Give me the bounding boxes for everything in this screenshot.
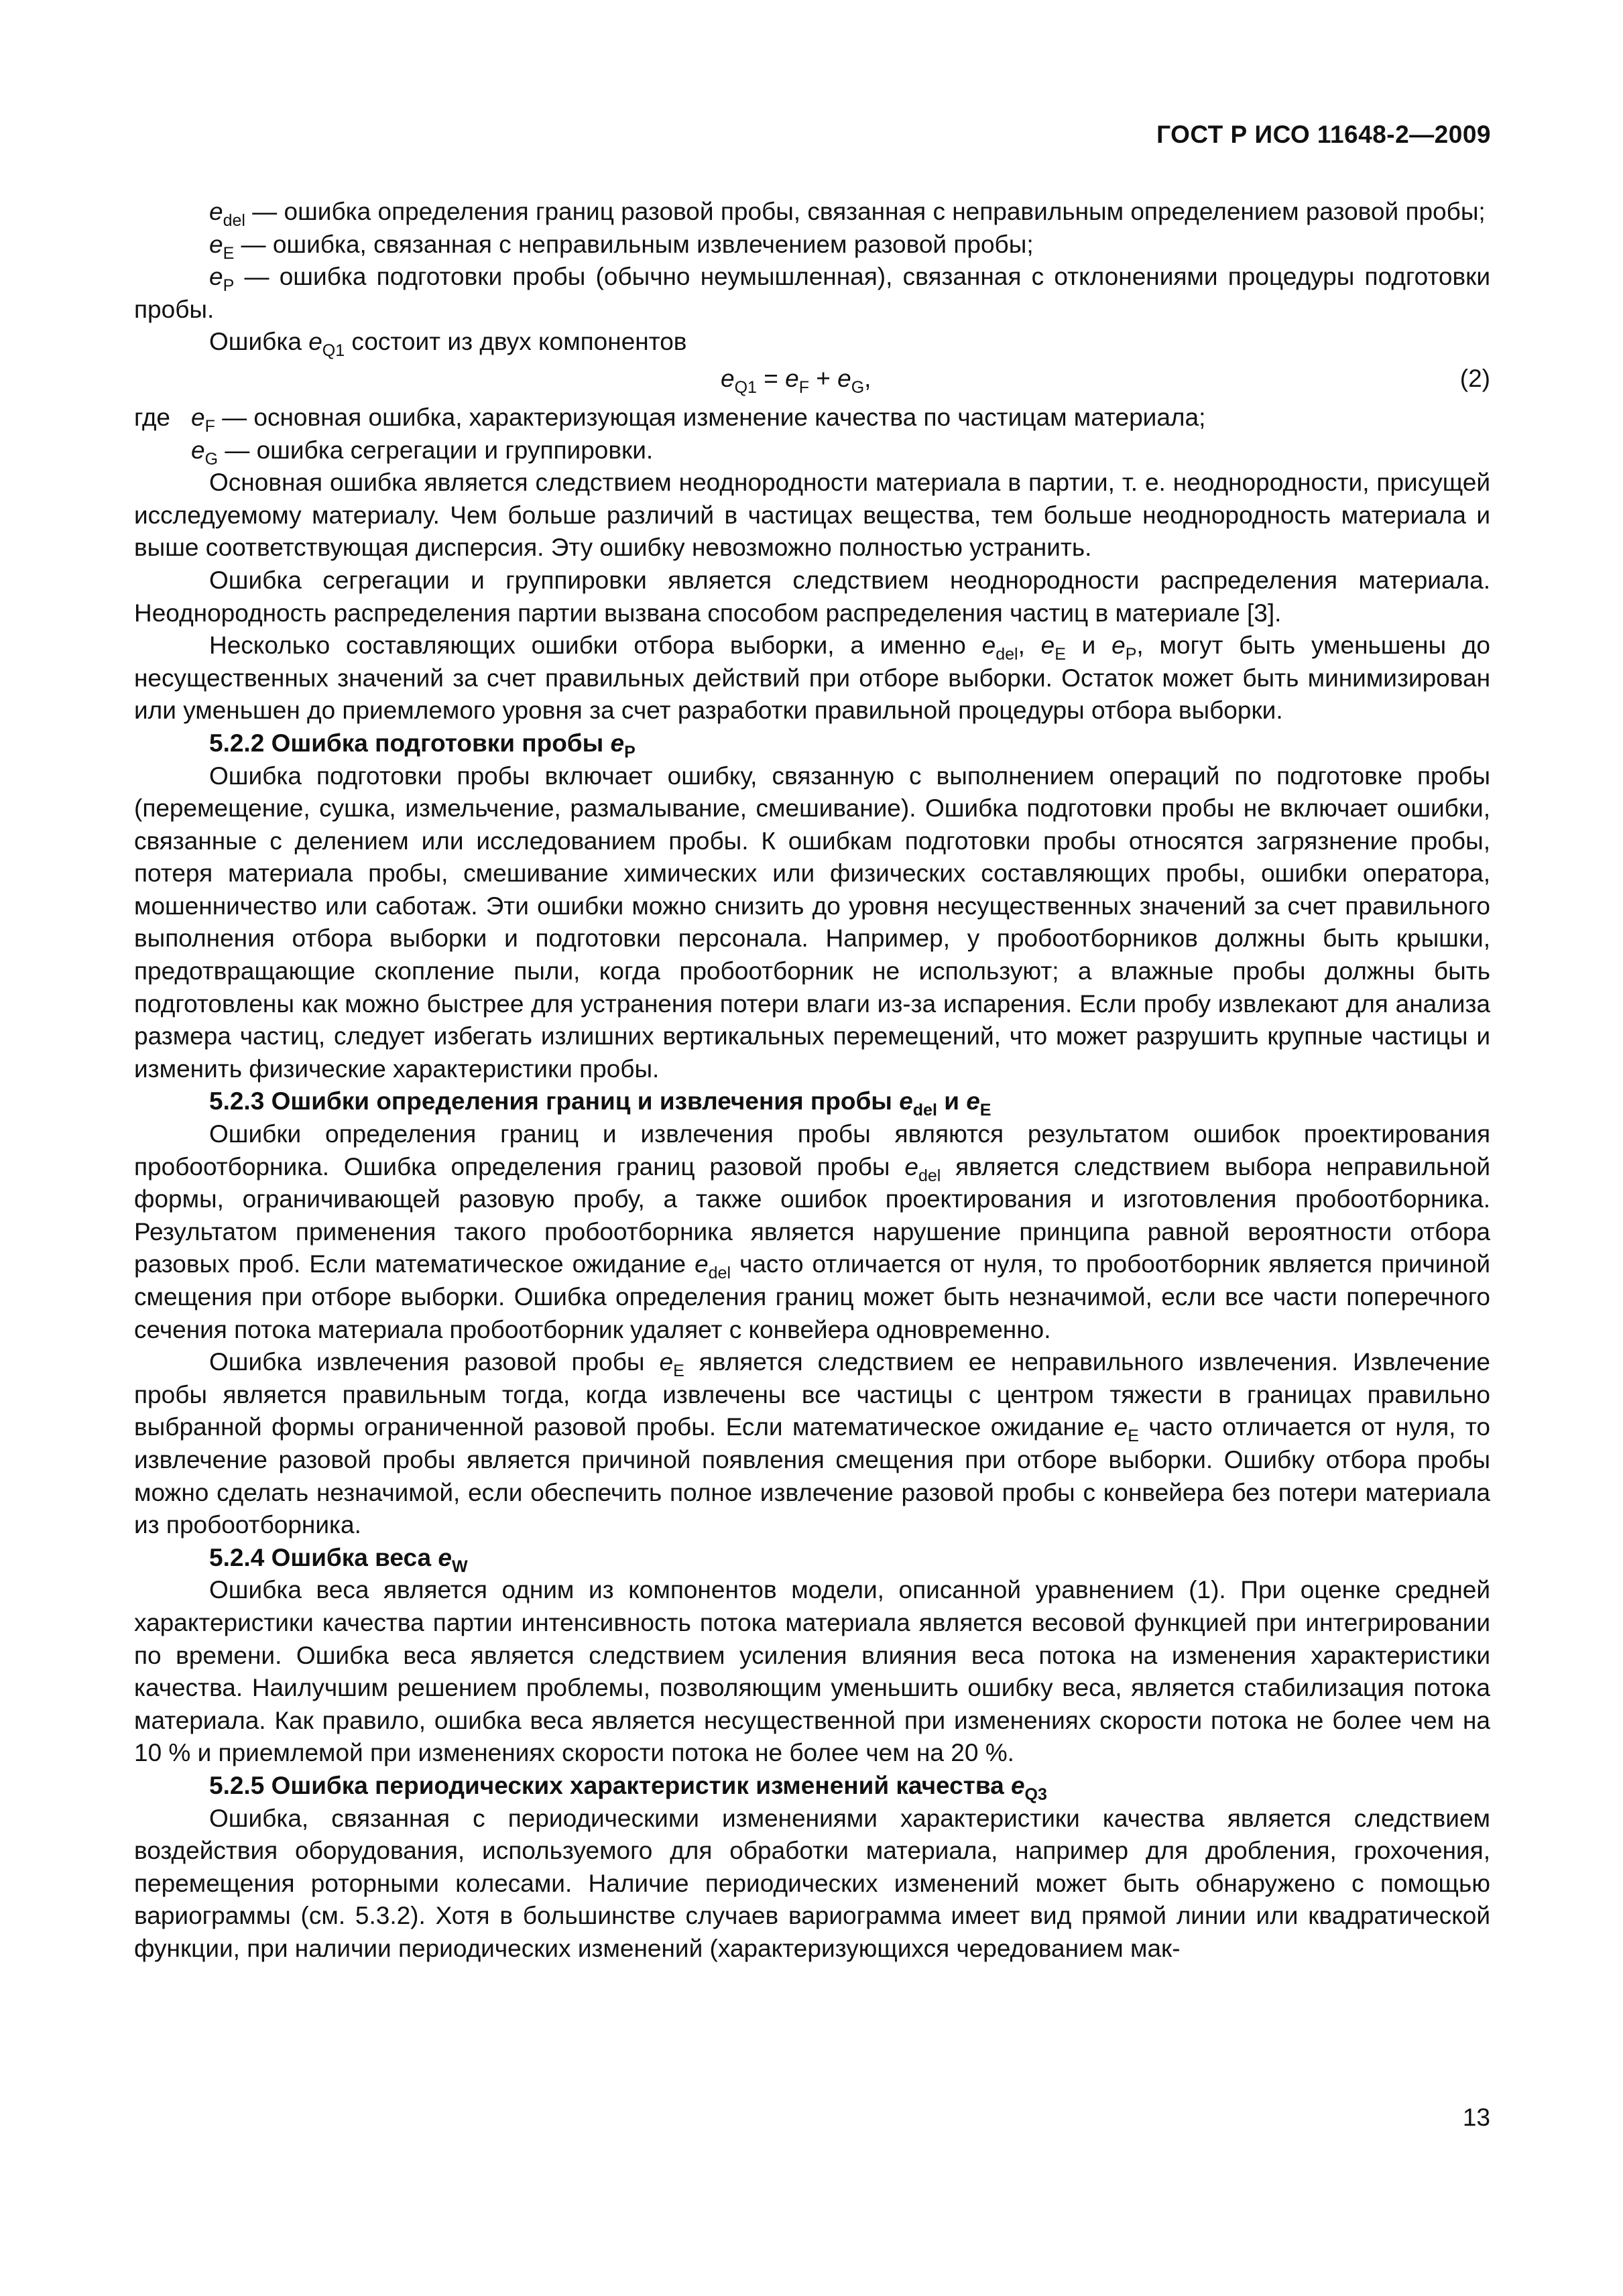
section-heading-5-2-4: 5.2.4 Ошибка веса $e_W$ [209,1543,468,1576]
formula-expression: $e_{Q1} = e_F + e_G$, [721,364,871,397]
section-text-5-2-3-a: Ошибки определения границ и извлечения пробы являются результатом ошибок проектирования пробоотборника. Ошибка определения границ разовой пробы $e_{del}$ является следствием выбора неправильной формы, ограничивающей разовую пробу, а также ошибок проектирования и изготовления пробоотборника. Результатом применения такого пробоотборника является нарушение принципа равной вероятности отбора разовых проб. Если математическое ожидание $e_{del}$ часто отличается от нуля, то пробоотборник является причиной смещения при отборе выборки. Ошибка определения границ может быть незначимой, если все части поперечного сечения потока материала пробоотборник удаляет с конвейера одновременно. [134,1120,1491,1343]
where-e-G: $e_G$ — ошибка сегрегации и группировки. [191,436,654,469]
section-heading-5-2-2: 5.2.2 Ошибка подготовки пробы $e_P$ [209,729,636,762]
paragraph-segregation-error: Ошибка сегрегации и группировки является следствием неоднородности распределения материала. Неоднородность распределения партии вызвана способом распределения частиц в материале [3]. [134,566,1490,627]
page-number: 13 [1462,2104,1490,2131]
section-text-5-2-5: Ошибка, связанная с периодическими изменениями характеристики качества является следствием воздействия оборудования, используемого для обработки материала, например для дробления, грохочения, перемещения роторными колесами. Наличие периодических изменений может быть обнаружено с помощью вариограммы (см. 5.3.2). Хотя в большинстве случаев вариограмма имеет вид прямой линии или квадратической функции, при наличии периодических изменений (характеризующихся чередованием мак- [134,1804,1490,1962]
where-label: где [134,403,171,431]
where-e-F: $e_F$ — основная ошибка, характеризующая изменение качества по частицам материала; [191,403,1206,436]
formula-number: (2) [1459,364,1490,392]
paragraph-sampling-components: Несколько составляющих ошибки отбора выборки, а именно $e_{del}$, $e_E$ и $e_P$, могут быть уменьшены до несущественных значений за счет правильных действий при отборе выборки. Остаток может быть минимизирован или уменьшен до приемлемого уровня за счет разработки правильной процедуры отбора выборки. [134,631,1491,725]
section-text-5-2-4: Ошибка веса является одним из компонентов модели, описанной уравнением (1). При оценке средней характеристики качества партии интенсивность потока материала является весовой функцией при интегрировании по времени. Ошибка веса является следствием усиления влияния веса потока на изменения характеристики качества. Наилучшим решением проблемы, позволяющим уменьшить ошибку веса, является стабилизация потока материала. Как правило, ошибка веса является несущественной при изменениях скорости потока не более чем на 10 % и приемлемой при изменениях скорости потока не более чем на 20 %. [134,1576,1490,1767]
paragraph-basic-error: Основная ошибка является следствием неоднородности материала в партии, т. е. неоднородности, присущей исследуемому материалу. Чем больше различий в частицах вещества, тем больше неоднородность материала и выше соответствующая дисперсия. Эту ошибку невозможно полностью устранить. [134,469,1490,562]
section-text-5-2-3-b: Ошибка извлечения разовой пробы $e_E$ является следствием ее неправильного извлечения. Извлечение пробы является правильным тогда, когда извлечены все частицы с центром тяжести в границах правильно выбранной формы ограниченной разовой пробы. Если математическое ожидание $e_E$ часто отличается от нуля, то извлечение разовой пробы является причиной появления смещения при отборе выборки. Ошибку отбора пробы можно сделать незначимой, если обеспечить полное извлечение разовой пробы с конвейера без потери материала из пробоотборника. [134,1348,1491,1539]
definition-e-E: $e_E$ — ошибка, связанная с неправильным извлечением разовой пробы; [209,230,1034,263]
page-body [134,196,1490,1965]
q1-intro: Ошибка $e_{Q1}$ состоит из двух компонентов [209,328,687,361]
section-text-5-2-2: Ошибка подготовки пробы включает ошибку, связанную с выполнением операций по подготовке пробы (перемещение, сушка, измельчение, размалывание, смешивание). Ошибка подготовки пробы не включает ошибки, связанные с делением или исследованием пробы. К ошибкам подготовки пробы относятся загрязнение пробы, потеря материала пробы, смешивание химических или физических составляющих пробы, ошибки оператора, мошенничество или саботаж. Эти ошибки можно снизить до уровня несущественных значений за счет правильного выполнения отбора выборки и подготовки персонала. Например, у пробоотборников должны быть крышки, предотвращающие скопление пыли, когда пробоотборник не используют; а влажные пробы должны быть подготовлены как можно быстрее для устранения потери влаги из-за испарения. Если пробу извлекают для анализа размера частиц, следует избегать излишних вертикальных перемещений, что может разрушить крупные частицы и изменить физические характеристики пробы. [134,762,1490,1083]
formula-2 [134,360,1490,399]
where-block [134,402,1490,467]
definition-e-P: $e_P$ — ошибка подготовки пробы (обычно неумышленная), связанная с отклонениями процедуры подготовки пробы. [134,263,1490,323]
definition-e-del: $e_{del}$ — ошибка определения границ разовой пробы, связанная с неправильным определением разовой пробы; [209,198,1486,230]
section-heading-5-2-5: 5.2.5 Ошибка периодических характеристик изменений качества $e_{Q3}$ [209,1771,1047,1804]
document-code-header: ГОСТ Р ИСО 11648-2—2009 [1156,121,1491,148]
section-heading-5-2-3: 5.2.3 Ошибки определения границ и извлечения пробы $e_{del}$ и $e_E$ [209,1087,991,1120]
